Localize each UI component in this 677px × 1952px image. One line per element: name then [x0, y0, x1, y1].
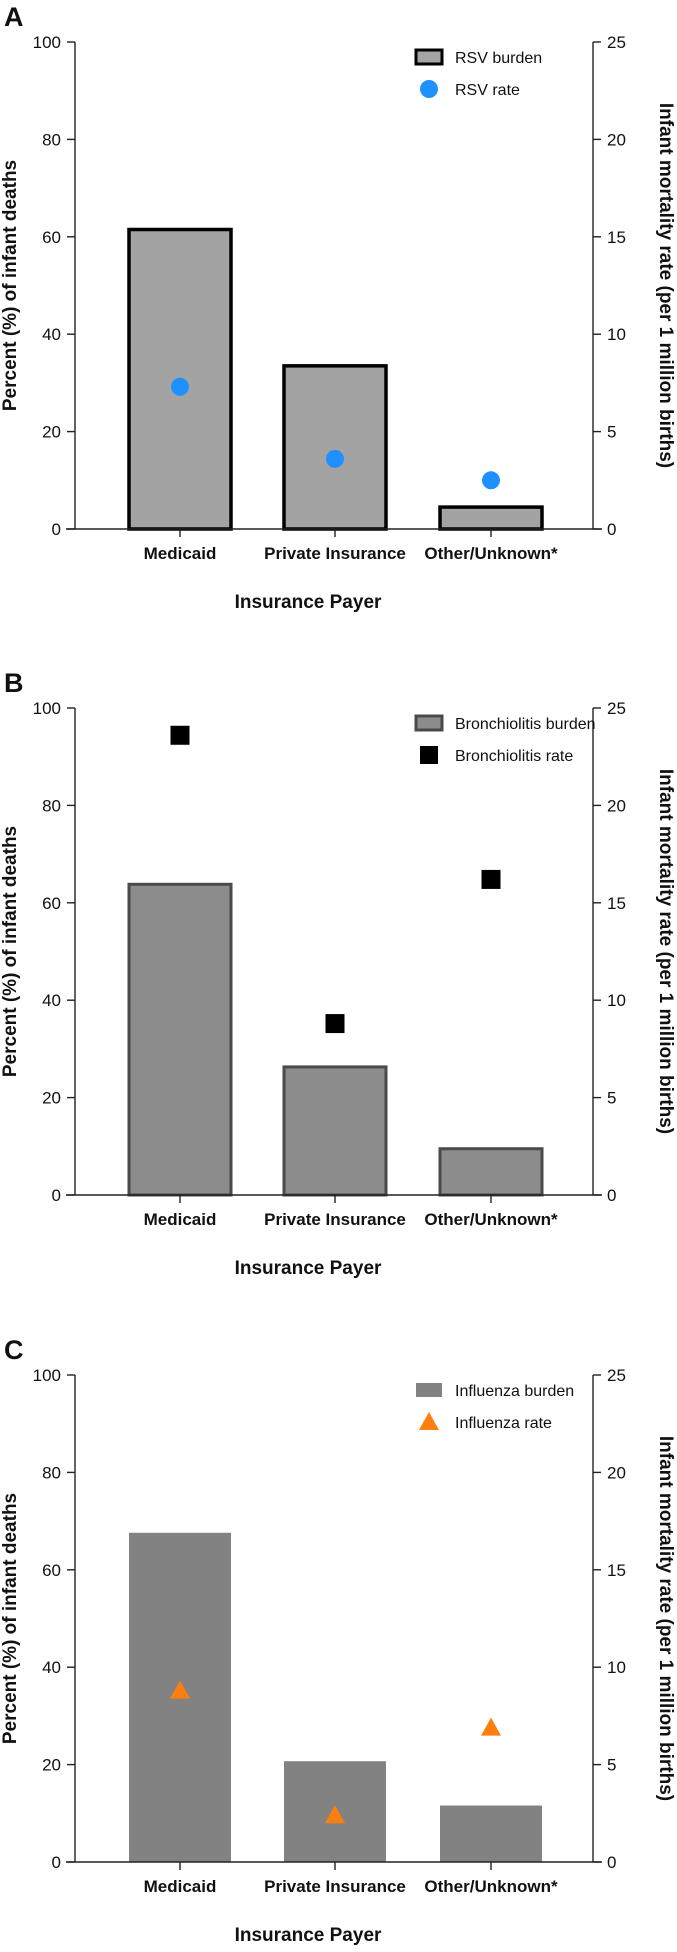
panel-c [0, 1335, 676, 1946]
left-tick-label: 100 [32, 699, 61, 718]
left-tick-label: 60 [42, 1560, 61, 1580]
y-axis-title-right: Infant mortality rate (per 1 million births) [655, 768, 676, 1135]
rate-point-1 [171, 378, 189, 396]
bar-2 [284, 1067, 386, 1195]
bar-2 [284, 366, 386, 529]
x-tick-label: Other/Unknown* [424, 544, 558, 563]
y-axis-title-right: Infant mortality rate (per 1 million births) [655, 102, 676, 469]
legend-label: Bronchiolitis rate [455, 748, 574, 765]
left-tick-label: 80 [42, 130, 61, 150]
left-tick-label: 0 [51, 1853, 61, 1872]
right-tick-label: 25 [607, 33, 626, 52]
right-tick-label: 0 [607, 1853, 617, 1872]
rate-point-3 [482, 870, 501, 889]
right-tick-label: 25 [607, 1366, 626, 1385]
left-tick-label: 0 [51, 520, 61, 539]
x-axis-title: Insurance Payer [234, 1258, 382, 1279]
x-tick-label: Medicaid [143, 1210, 217, 1229]
left-tick-label: 60 [42, 227, 61, 247]
right-tick-label: 0 [607, 520, 617, 539]
legend-label: Influenza burden [455, 1383, 575, 1400]
y-axis-title-right: Infant mortality rate (per 1 million births) [655, 1435, 676, 1802]
rate-point-3 [481, 1718, 501, 1736]
legend-swatch-point [419, 1412, 439, 1430]
legend-swatch-bar [416, 50, 442, 64]
x-tick-label: Private Insurance [264, 544, 406, 563]
left-tick-label: 60 [42, 893, 61, 913]
x-tick-label: Private Insurance [264, 1877, 406, 1896]
left-tick-label: 80 [42, 1463, 61, 1483]
x-axis-title: Insurance Payer [234, 1925, 382, 1946]
right-tick-label: 20 [607, 796, 626, 816]
legend-label: Influenza rate [455, 1415, 552, 1432]
legend [416, 50, 542, 99]
x-axis-title: Insurance Payer [234, 592, 382, 613]
right-tick-label: 15 [607, 893, 626, 913]
left-tick-label: 40 [42, 325, 61, 345]
legend-swatch-bar [416, 1383, 442, 1397]
x-tick-label: Other/Unknown* [424, 1877, 558, 1896]
left-tick-label: 80 [42, 796, 61, 816]
legend-label: RSV rate [455, 82, 520, 99]
y-axis-title-left: Percent (%) of infant deaths [0, 159, 21, 412]
x-tick-label: Medicaid [143, 1877, 217, 1896]
right-tick-label: 15 [607, 227, 626, 247]
x-tick-label: Other/Unknown* [424, 1210, 558, 1229]
left-tick-label: 20 [42, 1088, 61, 1108]
right-tick-label: 5 [607, 422, 617, 442]
panel-letter: B [4, 668, 24, 698]
panel-letter: C [4, 1335, 24, 1365]
left-tick-label: 20 [42, 422, 61, 442]
legend-swatch-point [420, 80, 438, 98]
right-tick-label: 10 [607, 1658, 626, 1678]
bar-3 [440, 507, 542, 529]
legend-swatch-point [420, 746, 438, 764]
x-tick-label: Private Insurance [264, 1210, 406, 1229]
bar-1 [129, 884, 231, 1195]
right-tick-label: 0 [607, 1186, 617, 1205]
left-tick-label: 100 [32, 1366, 61, 1385]
panel-letter: A [4, 2, 24, 32]
x-tick-label: Medicaid [143, 544, 217, 563]
right-tick-label: 20 [607, 1463, 626, 1483]
legend-swatch-bar [416, 716, 442, 730]
right-tick-label: 5 [607, 1088, 617, 1108]
y-axis-title-left: Percent (%) of infant deaths [0, 1492, 21, 1745]
rate-point-2 [326, 1014, 345, 1033]
panel-a [0, 2, 676, 613]
left-tick-label: 100 [32, 33, 61, 52]
right-tick-label: 25 [607, 699, 626, 718]
legend-label: RSV burden [455, 50, 543, 67]
bar-3 [440, 1806, 542, 1862]
panel-b [0, 668, 676, 1279]
right-tick-label: 10 [607, 991, 626, 1011]
legend-label: Bronchiolitis burden [455, 716, 596, 733]
right-tick-label: 5 [607, 1755, 617, 1775]
y-axis-title-left: Percent (%) of infant deaths [0, 825, 21, 1078]
right-tick-label: 10 [607, 325, 626, 345]
rate-point-1 [171, 726, 190, 745]
bar-3 [440, 1149, 542, 1195]
left-tick-label: 40 [42, 991, 61, 1011]
left-tick-label: 40 [42, 1658, 61, 1678]
legend [416, 1383, 574, 1432]
right-tick-label: 20 [607, 130, 626, 150]
legend [416, 716, 596, 765]
right-tick-label: 15 [607, 1560, 626, 1580]
rate-point-2 [326, 450, 344, 468]
rate-point-3 [482, 471, 500, 489]
left-tick-label: 20 [42, 1755, 61, 1775]
left-tick-label: 0 [51, 1186, 61, 1205]
